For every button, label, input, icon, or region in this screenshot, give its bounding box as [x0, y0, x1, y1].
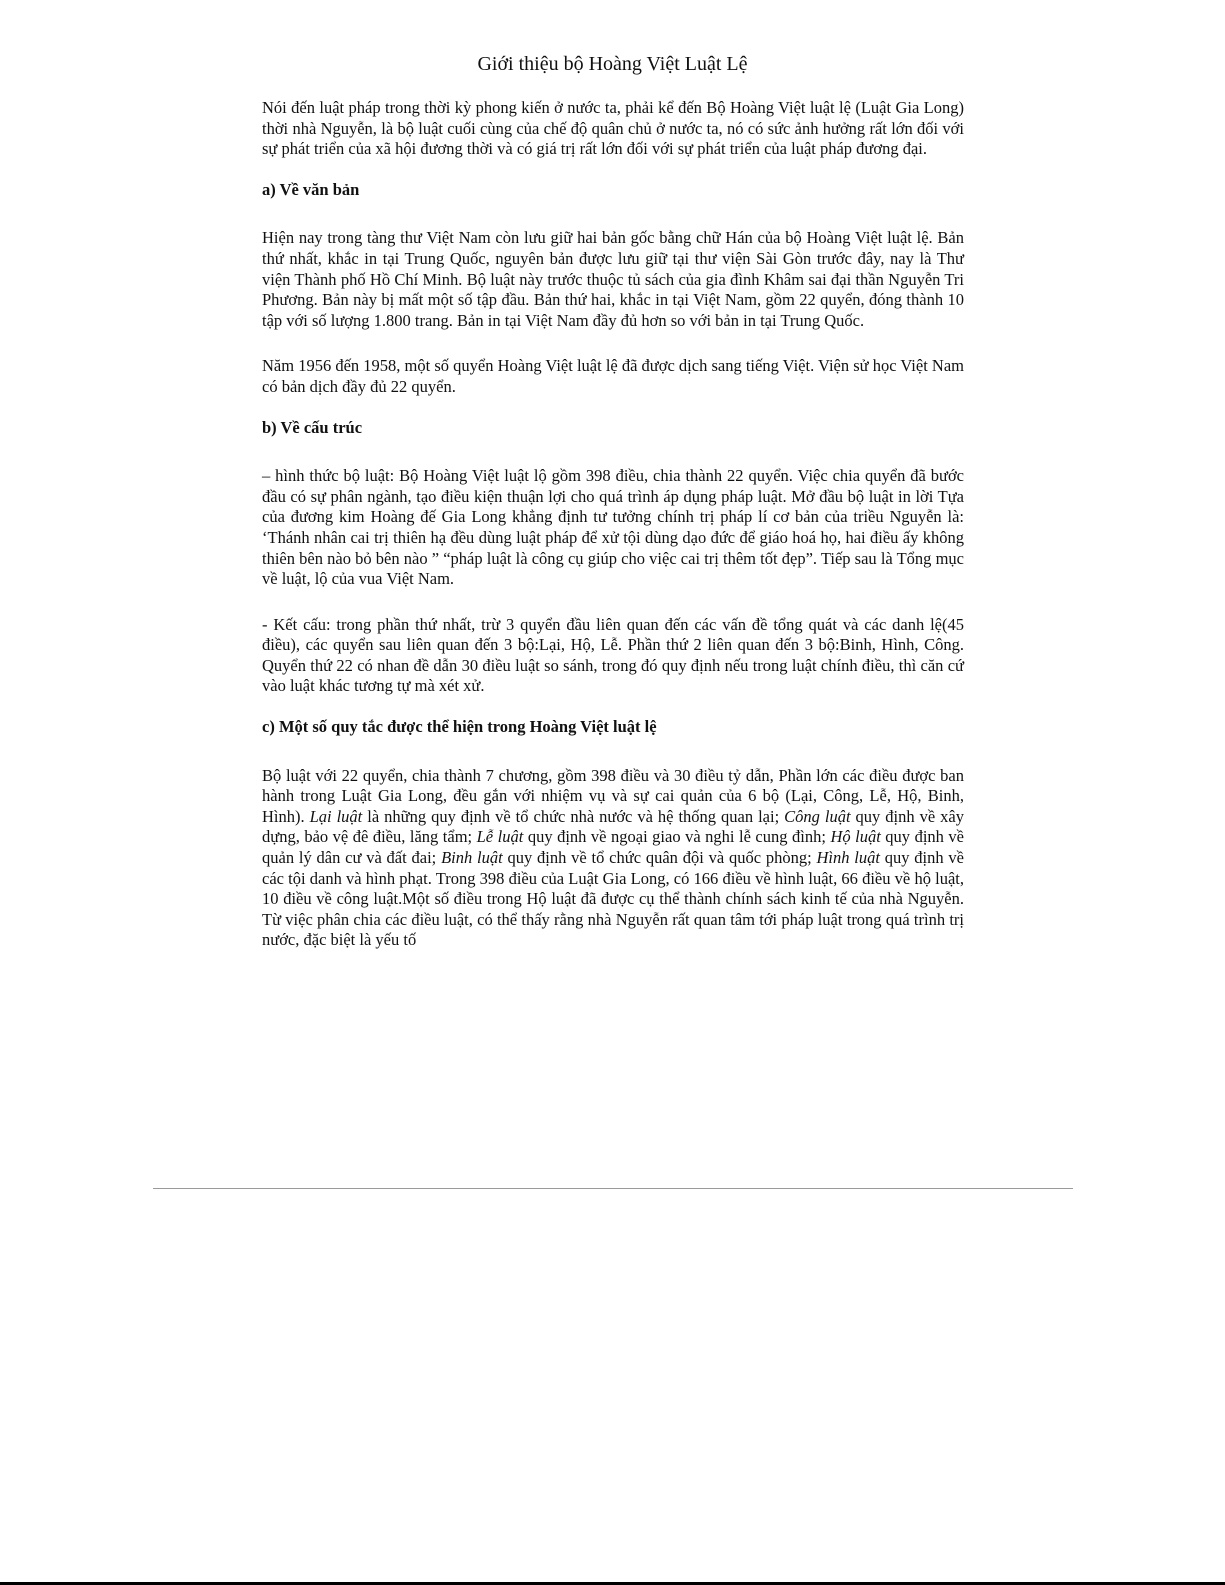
section-a-heading: a) Về văn bản [262, 179, 360, 199]
section-c-text-4: quy định về ngoại giao và nghi lễ cung đình; [523, 827, 831, 847]
le-luat-term: Lễ luật [476, 827, 524, 847]
section-c-text-5: quy định về quản lý dân cư và đất đai; [262, 827, 964, 868]
section-c-text-2: là những quy định về tổ chức nhà nước và hệ thống quan lại; [362, 806, 785, 826]
document-body [262, 98, 964, 951]
binh-luat-term: Binh luật [441, 848, 503, 868]
section-c-text-1: Bộ luật với 22 quyển, chia thành 7 chương, gồm 398 điều và 30 điều tỷ dẫn, Phần lớn các điều được ban hành trong Luật Gia Long, đều gắn với nhiệm vụ và sự cai quản của 6 bộ (Lại, Công, Lễ, Hộ, Binh, Hình). [262, 765, 964, 826]
section-c-heading: c) Một số quy tắc được thể hiện trong Hoàng Việt luật lệ [262, 717, 657, 737]
section-a-paragraph-2: Năm 1956 đến 1958, một số quyển Hoàng Việt luật lệ đã được dịch sang tiếng Việt. Viện sử học Việt Nam có bản dịch đầy đủ 22 quyển. [262, 356, 964, 396]
ho-luat-term: Hộ luật [830, 827, 881, 847]
lai-luat-term: Lại luật [309, 806, 363, 826]
section-b-paragraph-2: - Kết cấu: trong phần thứ nhất, trừ 3 quyển đầu liên quan đến các vấn đề tổng quát và các danh lệ(45 điều), các quyển sau liên quan đến 3 bộ:Lại, Hộ, Lễ. Phần thứ 2 liên quan đến 3 bộ:Binh, Hình, Công. Quyển thứ 22 có nhan đề dẫn 30 điều luật so sánh, trong đó quy định nếu trong luật chính điều, thì căn cứ vào luật khác tương tự mà xét xử. [262, 614, 964, 696]
cong-luat-term: Công luật [784, 806, 851, 826]
section-b-heading: b) Về cấu trúc [262, 417, 363, 437]
page-divider [153, 1188, 1073, 1189]
section-c-text-7: quy định về các tội danh và hình phạt. Trong 398 điều của Luật Gia Long, có 166 điều về hình luật, 66 điều về hộ luật, 10 điều về công luật.Một số điều trong Hộ luật đã được cụ thể thành chính sách kinh tế của nhà Nguyễn. Từ việc phân chia các điều luật, có thể thấy rằng nhà Nguyễn rất quan tâm tới pháp luật trong quá trình trị nước, đặc biệt là yếu tố [262, 848, 964, 950]
section-a-paragraph-1: Hiện nay trong tàng thư Việt Nam còn lưu giữ hai bản gốc bằng chữ Hán của bộ Hoàng Việt luật lệ. Bản thứ nhất, khắc in tại Trung Quốc, nguyên bản được lưu giữ tại thư viện Sài Gòn trước đây, nay là Thư viện Thành phố Hồ Chí Minh. Bộ luật này trước thuộc tủ sách của gia đình Khâm sai đại thần Nguyễn Tri Phương. Bản này bị mất một số tập đầu. Bản thứ hai, khắc in tại Việt Nam, gồm 22 quyển, đóng thành 10 tập với số lượng 1.800 trang. Bản in tại Việt Nam đầy đủ hơn so với bản in tại Trung Quốc. [262, 228, 964, 330]
hinh-luat-term: Hình luật [816, 848, 880, 868]
section-b-paragraph-1: – hình thức bộ luật: Bộ Hoàng Việt luật lộ gồm 398 điều, chia thành 22 quyển. Việc chia quyển đã bước đầu có sự phân ngành, tạo điều kiện thuận lợi cho quá trình áp dụng pháp luật. Mở đầu bộ luật in lời Tựa của đương kim Hoàng đế Gia Long khẳng định tư tưởng chính trị pháp lí cơ bản của triều Nguyễn là: ‘Thánh nhân cai trị thiên hạ đều dùng luật pháp để xử tội dùng dạo đức để giáo hoá họ, hai điều ấy không thiên bên nào bỏ bên nào ” “pháp luật là công cụ giúp cho việc cai trị thêm tốt đẹp”. Tiếp sau là Tổng mục về luật, lộ của vua Việt Nam. [262, 466, 964, 589]
intro-paragraph: Nói đến luật pháp trong thời kỳ phong kiến ở nước ta, phải kể đến Bộ Hoàng Việt luật lệ (Luật Gia Long) thời nhà Nguyễn, là bộ luật cuối cùng của chế độ quân chủ ở nước ta, nó có sức ảnh hưởng rất lớn đối với sự phát triển của xã hội đương thời và có giá trị rất lớn đối với sự phát triển của luật pháp đương đại. [262, 98, 964, 159]
section-c-text-6: quy định về tổ chức quân đội và quốc phòng; [502, 848, 817, 868]
page-title: Giới thiệu bộ Hoàng Việt Luật Lệ [477, 53, 748, 75]
section-c-text-3: quy định về xây dựng, bảo vệ đê điều, lăng tẩm; [262, 806, 964, 847]
section-c-paragraph [262, 766, 964, 951]
